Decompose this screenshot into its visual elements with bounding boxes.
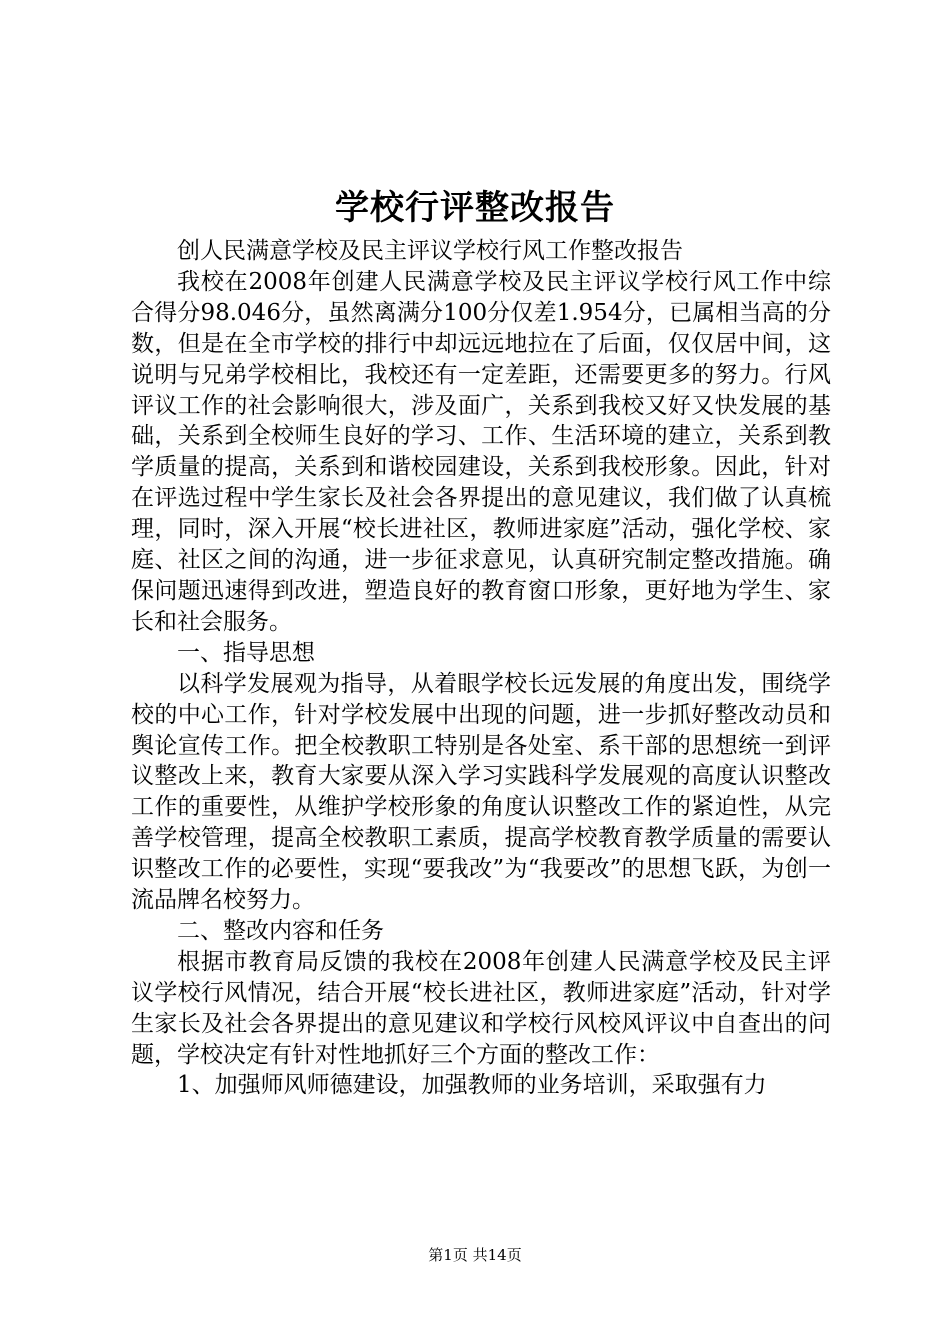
intro-paragraph: 我校在2008年创建人民满意学校及民主评议学校行风工作中综合得分98.046分，虽然离满分100分仅差1.954分，已属相当高的分数，但是在全市学校的排行中却远远地拉在了后面，仅仅居中间，这说明与兄弟学校相比，我校还有一定差距，还需要更多的努力。行风评议工作的社会影响很大，涉及面广，关系到我校又好又快发展的基础，关系到全校师生良好的学习、工作、生活环境的建立，关系到教学质量的提高，关系到和谐校园建设，关系到我校形象。因此，针对在评选过程中学生家长及社会各界提出的意见建议，我们做了认真梳理，同时，深入开展“校长进社区，教师进家庭”活动，强化学校、家庭、社区之间的沟通，进一步征求意见，认真研究制定整改措施。确保问题迅速得到改进，塑造良好的教育窗口形象，更好地为学生、家长和社会服务。 — [131, 268, 831, 635]
page-footer: 第1页 共14页 — [428, 1246, 522, 1264]
guiding-ideology-paragraph: 以科学发展观为指导，从着眼学校长远发展的角度出发，围绕学校的中心工作，针对学校发展中出现的问题，进一步抓好整改动员和舆论宣传工作。把全校教职工特别是各处室、系干部的思想统一到评议整改上来，教育大家要从深入学习实践科学发展观的高度认识整改工作的重要性，从维护学校形象的角度认识整改工作的紧迫性，从完善学校管理，提高全校教职工素质，提高学校教育教学质量的需要认识整改工作的必要性，实现“要我改”为“我要改”的思想飞跃，为创一流品牌名校努力。 — [131, 670, 831, 914]
document-title: 学校行评整改报告 — [335, 188, 615, 228]
section-heading-guiding-ideology: 一、指导思想 — [177, 639, 315, 666]
subtitle-paragraph: 创人民满意学校及民主评议学校行风工作整改报告 — [177, 238, 683, 264]
section-heading-rectification-tasks: 二、整改内容和任务 — [177, 917, 384, 944]
rectification-tasks-paragraph: 根据市教育局反馈的我校在2008年创建人民满意学校及民主评议学校行风情况，结合开展“校长进社区，教师进家庭”活动，针对学生家长及社会各界提出的意见建议和学校行风校风评议中自查出的问题，学校决定有针对性地抓好三个方面的整改工作： — [131, 948, 831, 1068]
document-body — [131, 236, 831, 1101]
task-item-1: 1、加强师风师德建设，加强教师的业务培训，采取强有力 — [177, 1072, 767, 1099]
